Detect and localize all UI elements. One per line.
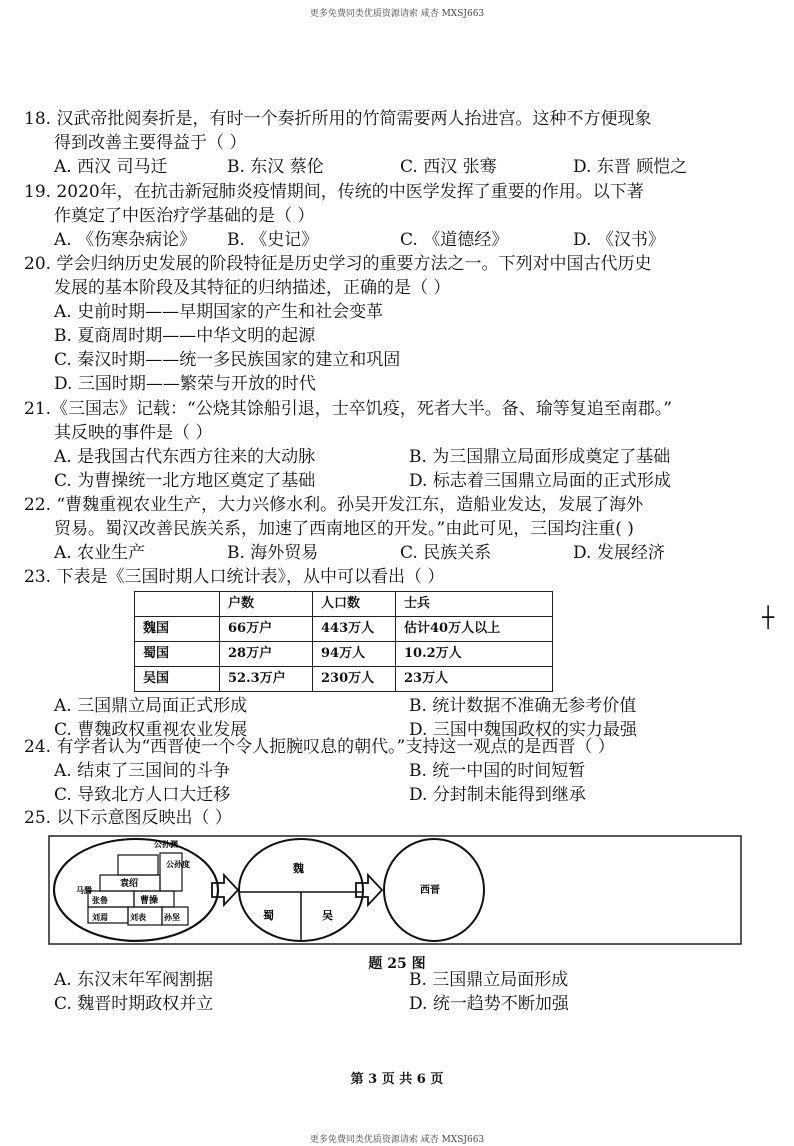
table-cell: 魏国 bbox=[135, 617, 220, 642]
q20-option-d[interactable]: D. 三国时期——繁荣与开放的时代 bbox=[54, 374, 316, 394]
warlords-circle bbox=[54, 839, 218, 941]
c1-label: 公孙渊 bbox=[154, 840, 178, 849]
question-18 bbox=[24, 107, 764, 179]
q23-option-b[interactable]: B. 统计数据不准确无参考价值 bbox=[409, 696, 637, 716]
q23-option-c[interactable]: C. 曹魏政权重视农业发展 bbox=[54, 720, 248, 740]
c1-label: 马腾 bbox=[76, 886, 92, 895]
q22-option-a[interactable]: A. 农业生产 bbox=[54, 543, 146, 563]
table-header bbox=[135, 592, 220, 617]
c2-label: 吴 bbox=[322, 909, 333, 922]
table-cell: 蜀国 bbox=[135, 642, 220, 667]
q21-options-row2 bbox=[24, 469, 764, 493]
q19-line1: 19. 2020年，在抗击新冠肺炎疫情期间，传统的中医学发挥了重要的作用。以下著 bbox=[24, 182, 644, 202]
q18-option-a[interactable]: A. 西汉 司马迁 bbox=[54, 157, 168, 177]
q19-option-c[interactable]: C. 《道德经》 bbox=[400, 230, 509, 250]
q25-options-row1 bbox=[24, 968, 764, 992]
three-kingdoms-circle bbox=[239, 839, 363, 941]
table-cell: 28万户 bbox=[220, 642, 313, 667]
c3-label: 西晋 bbox=[420, 885, 440, 896]
table-cell: 52.3万户 bbox=[220, 667, 313, 692]
margin-crosshair: ┼ bbox=[762, 605, 775, 629]
question-22 bbox=[24, 493, 764, 565]
q24-option-a[interactable]: A. 结束了三国间的斗争 bbox=[54, 761, 231, 781]
table-cell: 估计40万人以上 bbox=[396, 617, 553, 642]
q20-option-c[interactable]: C. 秦汉时期——统一多民族国家的建立和巩固 bbox=[54, 350, 401, 370]
question-23 bbox=[24, 565, 764, 742]
c1-label: 张鲁 bbox=[92, 896, 108, 905]
q19-option-d[interactable]: D. 《汉书》 bbox=[573, 230, 665, 250]
table-header: 士兵 bbox=[396, 592, 553, 617]
q23-option-d[interactable]: D. 三国中魏国政权的实力最强 bbox=[409, 720, 637, 740]
western-jin-circle bbox=[384, 839, 484, 941]
table-cell: 吴国 bbox=[135, 667, 220, 692]
q21-option-d[interactable]: D. 标志着三国鼎立局面的正式形成 bbox=[409, 471, 671, 491]
q25-diagram bbox=[48, 835, 742, 945]
c1-label: 刘焉 bbox=[92, 913, 108, 922]
question-21 bbox=[24, 397, 764, 493]
page-number: 第 3 页 共 6 页 bbox=[350, 1072, 444, 1087]
q21-option-c[interactable]: C. 为曹操统一北方地区奠定了基础 bbox=[54, 471, 316, 491]
population-table bbox=[134, 591, 553, 692]
c1-label: 孙坚 bbox=[164, 913, 180, 922]
q21-options-row1 bbox=[24, 445, 764, 469]
q23-line1: 23. 下表是《三国时期人口统计表》，从中可以看出（ ） bbox=[24, 567, 445, 587]
q18-line1: 18. 汉武帝批阅奏折是，有时一个奏折所用的竹简需要两人抬进宫。这种不方便现象 bbox=[24, 109, 652, 129]
footer-note: 更多免费同类优质资源请索 咸杏 MXSJ663 bbox=[309, 1135, 485, 1145]
q21-option-a[interactable]: A. 是我国古代东西方往来的大动脉 bbox=[54, 447, 316, 467]
diagram-frame bbox=[49, 836, 741, 944]
q20-option-b[interactable]: B. 夏商周时期——中华文明的起源 bbox=[54, 326, 316, 346]
q25-option-c[interactable]: C. 魏晋时期政权并立 bbox=[54, 994, 214, 1014]
q19-line2: 作奠定了中医治疗学基础的是（ ） bbox=[54, 206, 315, 226]
question-19 bbox=[24, 180, 764, 252]
table-row bbox=[135, 642, 553, 667]
header-note: 更多免费同类优质资源请索 咸杏 MXSJ663 bbox=[309, 9, 485, 19]
q22-option-b[interactable]: B. 海外贸易 bbox=[227, 543, 319, 563]
q24-options-row1 bbox=[24, 759, 764, 783]
q23-option-a[interactable]: A. 三国鼎立局面正式形成 bbox=[54, 696, 248, 716]
table-row bbox=[135, 617, 553, 642]
q21-option-b[interactable]: B. 为三国鼎立局面形成奠定了基础 bbox=[409, 447, 671, 467]
q24-option-d[interactable]: D. 分封制未能得到继承 bbox=[409, 785, 586, 805]
q18-options bbox=[24, 155, 764, 179]
table-cell: 10.2万人 bbox=[396, 642, 553, 667]
q22-option-d[interactable]: D. 发展经济 bbox=[573, 543, 665, 563]
table-cell: 23万人 bbox=[396, 667, 553, 692]
q19-option-b[interactable]: B. 《史记》 bbox=[227, 230, 319, 250]
q20-line2: 发展的基本阶段及其特征的归纳描述，正确的是（ ） bbox=[54, 278, 451, 298]
c1-label: 曹操 bbox=[140, 896, 159, 906]
c1-label: 刘表 bbox=[130, 913, 146, 922]
question-20 bbox=[24, 252, 764, 396]
q19-options bbox=[24, 228, 764, 252]
q18-line2: 得到改善主要得益于（ ） bbox=[54, 133, 247, 153]
q18-option-d[interactable]: D. 东晋 顾恺之 bbox=[573, 157, 688, 177]
q24-options-row2 bbox=[24, 783, 764, 807]
table-header: 户数 bbox=[220, 592, 313, 617]
q22-line2: 贸易。蜀汉改善民族关系，加速了西南地区的开发。”由此可见，三国均注重( ) bbox=[54, 519, 634, 539]
q25-line1: 25. 以下示意图反映出（ ） bbox=[24, 808, 232, 828]
q18-option-c[interactable]: C. 西汉 张骞 bbox=[400, 157, 497, 177]
q19-option-a[interactable]: A. 《伤寒杂病论》 bbox=[54, 230, 197, 250]
c1-label: 袁绍 bbox=[120, 879, 139, 889]
q22-line1: 22. “曹魏重视农业生产，大力兴修水利。孙吴开发江东，造船业发达，发展了海外 bbox=[24, 495, 644, 515]
q25-options bbox=[24, 968, 764, 1016]
c2-label: 魏 bbox=[293, 862, 304, 875]
table-header-row bbox=[135, 592, 553, 617]
q23-options-row1 bbox=[24, 694, 764, 718]
table-header: 人口数 bbox=[313, 592, 396, 617]
q24-option-c[interactable]: C. 导致北方人口大迁移 bbox=[54, 785, 231, 805]
q21-line1: 21.《三国志》记载：“公烧其馀船引退，士卒饥疫，死者大半。备、瑜等复追至南郡。” bbox=[24, 399, 672, 419]
q22-options bbox=[24, 541, 764, 565]
q25-options-row2 bbox=[24, 992, 764, 1016]
q20-line1: 20. 学会归纳历史发展的阶段特征是历史学习的重要方法之一。下列对中国古代历史 bbox=[24, 254, 652, 274]
table-cell: 66万户 bbox=[220, 617, 313, 642]
q25-option-d[interactable]: D. 统一趋势不断加强 bbox=[409, 994, 569, 1014]
question-25 bbox=[24, 806, 764, 830]
q24-line1: 24. 有学者认为“西晋使一个令人扼腕叹息的朝代。”支持这一观点的是西晋（ ） bbox=[24, 737, 615, 757]
table-cell: 94万人 bbox=[313, 642, 396, 667]
arrow-right-icon bbox=[356, 875, 382, 905]
question-24 bbox=[24, 735, 764, 807]
q18-option-b[interactable]: B. 东汉 蔡伦 bbox=[227, 157, 324, 177]
c1-label: 公孙度 bbox=[166, 860, 190, 869]
c2-label: 蜀 bbox=[263, 909, 274, 922]
q25-option-b[interactable]: B. 三国鼎立局面形成 bbox=[409, 970, 569, 990]
figure-caption: 题 25 图 bbox=[368, 956, 426, 972]
q20-option-a[interactable]: A. 史前时期——早期国家的产生和社会变革 bbox=[54, 302, 384, 322]
table-cell: 230万人 bbox=[313, 667, 396, 692]
q24-option-b[interactable]: B. 统一中国的时间短暂 bbox=[409, 761, 586, 781]
q21-line2: 其反映的事件是（ ） bbox=[54, 423, 213, 443]
table-row bbox=[135, 667, 553, 692]
table-cell: 443万人 bbox=[313, 617, 396, 642]
q22-option-c[interactable]: C. 民族关系 bbox=[400, 543, 492, 563]
q25-option-a[interactable]: A. 东汉末年军阀割据 bbox=[54, 970, 214, 990]
